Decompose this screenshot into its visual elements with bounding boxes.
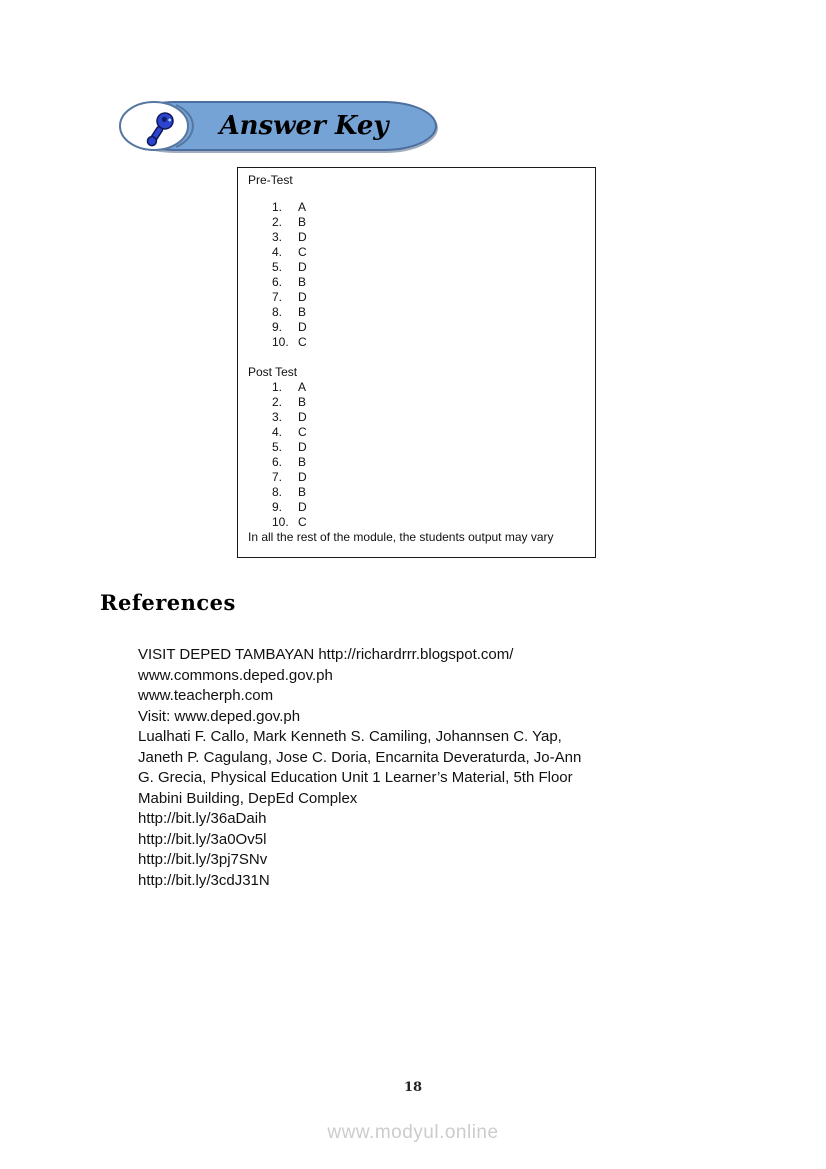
answer-number: 3.: [272, 230, 283, 244]
answer-row: [272, 200, 585, 215]
answer-letter: C: [298, 515, 307, 529]
answer-letter: D: [298, 320, 307, 334]
answer-number: 9.: [272, 500, 283, 514]
banner-title: Answer Key: [219, 111, 389, 141]
answer-number: 10.: [272, 515, 289, 529]
reference-line: http://bit.ly/3pj7SNv: [138, 851, 268, 868]
answer-letter: B: [298, 395, 307, 409]
answer-letter: D: [298, 230, 307, 244]
answer-letter: B: [298, 455, 307, 469]
answer-letter: B: [298, 485, 307, 499]
answer-number: 4.: [272, 245, 283, 259]
answer-number: 9.: [272, 320, 283, 334]
answer-key-note: In all the rest of the module, the students output may vary: [248, 530, 554, 544]
answer-row: [272, 455, 585, 470]
answer-number: 4.: [272, 425, 283, 439]
references-heading: References: [100, 590, 236, 615]
reference-line: http://bit.ly/3cdJ31N: [138, 871, 270, 889]
answer-key-box: [237, 167, 596, 558]
reference-line: G. Grecia, Physical Education Unit 1 Learner’s Material, 5th Floor: [138, 769, 573, 786]
answer-row: [272, 380, 585, 395]
key-icon: [118, 99, 208, 157]
answer-row: [272, 275, 585, 290]
answer-letter: D: [298, 410, 307, 424]
posttest-label: Post Test: [248, 365, 298, 379]
answer-number: 8.: [272, 485, 283, 499]
answer-letter: D: [298, 290, 307, 304]
answer-row: [272, 245, 585, 260]
answer-letter: D: [298, 440, 307, 454]
answer-letter: B: [298, 275, 307, 289]
watermark: www.modyul.online: [327, 1122, 499, 1143]
answer-letter: C: [298, 245, 307, 259]
answer-letter: A: [298, 200, 307, 214]
answer-number: 7.: [272, 470, 283, 484]
answer-letter: B: [298, 305, 307, 319]
answer-letter: C: [298, 425, 307, 439]
answer-number: 2.: [272, 395, 283, 409]
answer-number: 10.: [272, 335, 289, 349]
answer-number: 2.: [272, 215, 283, 229]
answer-number: 1.: [272, 200, 283, 214]
answer-row: [272, 335, 585, 350]
answer-row: [272, 215, 585, 230]
answer-row: [272, 305, 585, 320]
answer-row: [272, 440, 585, 455]
answer-letter: D: [298, 470, 307, 484]
references-list: [138, 645, 638, 891]
answer-number: 8.: [272, 305, 283, 319]
answer-number: 6.: [272, 275, 283, 289]
answer-row: [272, 290, 585, 305]
answer-row: [272, 260, 585, 275]
answer-letter: A: [298, 380, 307, 394]
answer-row: [272, 470, 585, 485]
page-number: 18: [403, 1080, 423, 1095]
answer-row: [272, 485, 585, 500]
answer-number: 6.: [272, 455, 283, 469]
answer-number: 5.: [272, 260, 283, 274]
answer-number: 7.: [272, 290, 283, 304]
answer-letter: C: [298, 335, 307, 349]
pretest-answers: [248, 200, 585, 350]
answer-row: [272, 410, 585, 425]
answer-row: [272, 395, 585, 410]
answer-row: [272, 320, 585, 335]
answer-row: [272, 230, 585, 245]
answer-number: 1.: [272, 380, 283, 394]
reference-line: VISIT DEPED TAMBAYAN http://richardrrr.blogspot.com/: [138, 646, 514, 663]
reference-line: www.teacherph.com: [138, 687, 274, 704]
answer-number: 3.: [272, 410, 283, 424]
answer-key-banner: [122, 101, 437, 151]
answer-letter: D: [298, 500, 307, 514]
reference-line: Mabini Building, DepEd Complex: [138, 789, 358, 807]
reference-line: http://bit.ly/3a0Ov5l: [138, 830, 267, 848]
pretest-label: Pre-Test: [248, 173, 293, 187]
answer-row: [272, 500, 585, 515]
answer-row: [272, 425, 585, 440]
reference-line: Lualhati F. Callo, Mark Kenneth S. Camiling, Johannsen C. Yap,: [138, 728, 562, 745]
reference-line: Visit: www.deped.gov.ph: [138, 707, 301, 725]
reference-line: Janeth P. Cagulang, Jose C. Doria, Encarnita Deveraturda, Jo-Ann: [138, 748, 582, 766]
answer-letter: D: [298, 260, 307, 274]
reference-line: http://bit.ly/36aDaih: [138, 810, 267, 827]
answer-row: [272, 515, 585, 530]
posttest-answers: [248, 380, 585, 530]
answer-letter: B: [298, 215, 307, 229]
answer-number: 5.: [272, 440, 283, 454]
reference-line: www.commons.deped.gov.ph: [138, 666, 333, 684]
